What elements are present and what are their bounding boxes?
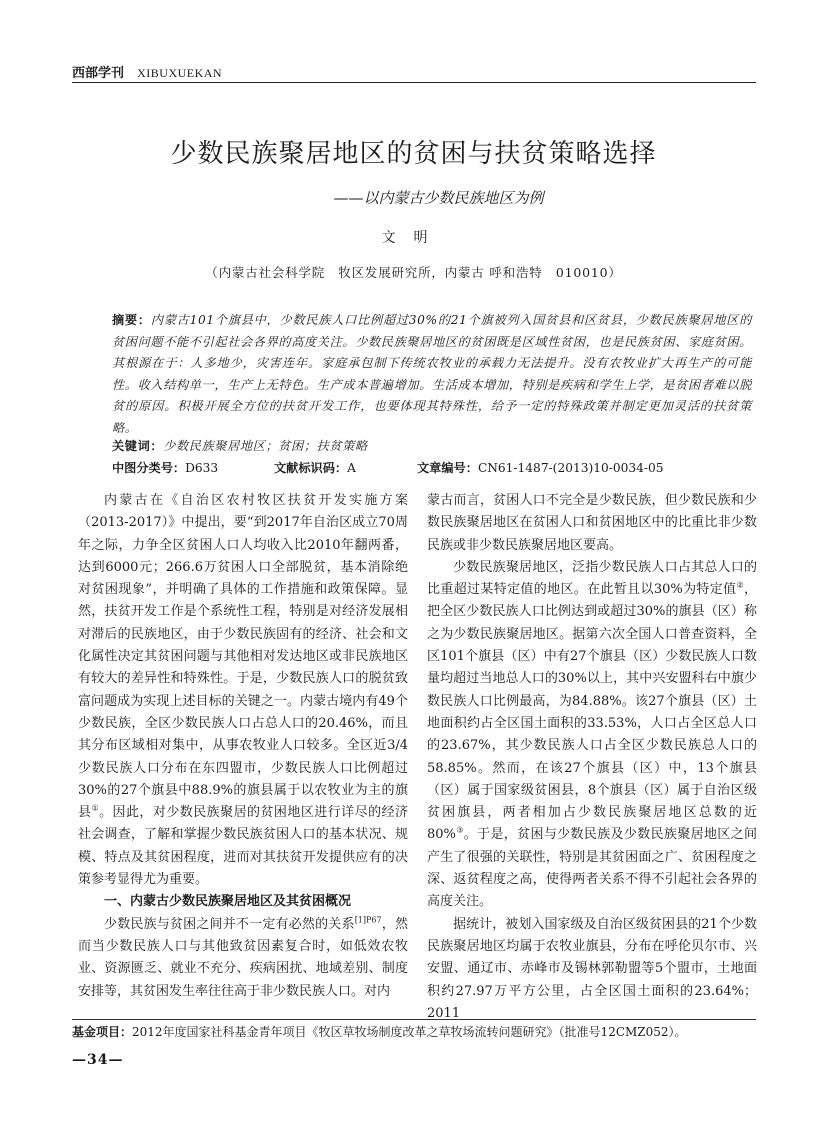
article-number (417, 459, 663, 476)
footnote-ref[interactable]: ③ (455, 826, 464, 836)
body-paragraph: 据统计，被划入国家级及自治区级贫困县的21个少数民族聚居地区均属于农牧业旗县，分布在呼伦贝尔市、兴安盟、通辽市、赤峰市及锡林郭勒盟等5个盟市，土地面积约27.97万平方公里，占全区国土面积的23.64%；2011 (427, 916, 757, 1021)
keywords-label: 关键词： (112, 439, 164, 453)
running-header (72, 62, 756, 84)
doc-value: A (347, 461, 356, 475)
abstract-text: 内蒙古101个旗县中，少数民族人口比例超过30%的21个旗被列入国贫县和区贫县，少数民族聚居地区的贫困问题不能不引起社会各界的高度关注。少数民族聚居地区的贫困既是区域性贫困，也是民族贫困、家庭贫困。其根源在于：人多地少，灾害连年。家庭承包制下传统农牧业的承载力无法提升。没有农牧业扩大再生产的可能性。收入结构单一，生产上无特色。生产成本普遍增加。生活成本增加，特别是疾病和学生上学，是贫困者难以脱贫的原因。积极开展全方位的扶贫开发工作，也要体现其特殊性，给予一定的特殊政策并制定更加灵活的扶贫策略。 (112, 313, 752, 435)
footnote-ref[interactable]: ① (91, 803, 100, 813)
funding-text: 2012年度国家社科基金青年项目《牧区草牧场制度改革之草牧场流转问题研究》（批准号12CMZ052）。 (132, 1025, 687, 1039)
keywords (112, 437, 368, 454)
article-label: 文章编号： (417, 461, 478, 475)
author-affiliation: （内蒙古社会科学院 牧区发展研究所，内蒙古 呼和浩特 010010） (205, 265, 622, 280)
journal-pinyin: XIBUXUEKAN (137, 66, 223, 80)
abstract-label: 摘要： (112, 313, 151, 327)
header-rule (72, 82, 756, 83)
article-value: CN61-1487-(2013)10-0034-05 (477, 461, 664, 475)
body-paragraph: 少数民族聚居地区，泛指少数民族人口占其总人口的比重超过某特定值的地区。在此暂且以30%为特定值②，把全区少数民族人口比例达到或超过30%的旗县（区）称之为少数民族聚居地区。据第六次全国人口普查资料，全区101个旗县（区）中有27个旗县（区）少数民族人口数量均超过当地总人口的30%以上，其中兴安盟科右中旗少数民族人口比例最高，为84.88%。该27个旗县（区）土地面积约占全区国土面积的33.53%，人口占全区总人口的23.67%，其少数民族人口占全区少数民族总人口的58.85%。然而，在该27个旗县（区）中，13个旗县（区）属于国家级贫困县，8个旗县（区）属于自治区级贫困旗县，两者相加占少数民族聚居地区总数的近80%③。于是，贫困与少数民族及少数民族聚居地区之间产生了很强的关联性，特别是其贫困面之广、贫困程度之深、返贫程度之高，使得两者关系不得不引起社会各界的高度关注。 (427, 559, 757, 910)
citation-ref[interactable]: [1]P67 (354, 915, 382, 925)
funding-label: 基金项目： (72, 1025, 133, 1039)
funding-footnote (72, 1023, 687, 1040)
keywords-text: 少数民族聚居地区；贫困；扶贫策略 (163, 439, 368, 453)
body-paragraph: 内蒙古在《自治区农村牧区扶贫开发实施方案（2013-2017）》中提出，要“到2017年自治区成立70周年之际，力争全区贫困人口人均收入比2010年翻两番，达到6000元；266.6万贫困人口全部脱贫，基本消除绝对贫困现象”，并明确了具体的工作措施和政策保障。显然，扶贫开发工作是个系统性工程，特别是对经济发展相对滞后的民族地区，由于少数民族固有的经济、社会和文化属性决定其贫困问题与其他相对发达地区或非民族地区有较大的差异性和特殊性。于是，少数民族人口的脱贫致富问题成为实现上述目标的关键之一。内蒙古境内有49个少数民族，全区少数民族人口占总人口的20.46%，而且其分布区域相对集中，从事农牧业人口较多。全区近3/4少数民族人口分布在东四盟市，少数民族人口比例超过30%的27个旗县中88.9%的旗县属于以农牧业为主的旗县①。因此，对少数民族聚居的贫困地区进行详尽的经济社会调查，了解和掌握少数民族贫困人口的基本状况、规模、特点及其贫困程度，进而对其扶贫开发提供应有的决策参考显得尤为重要。 (78, 493, 408, 888)
journal-name: 西部学刊 (72, 66, 125, 81)
doc-code (274, 459, 356, 476)
section-heading: 一、内蒙古少数民族聚居地区及其贫困概况 (104, 894, 352, 910)
body-column-right (427, 490, 757, 1025)
clc-number (112, 459, 218, 476)
clc-label: 中图分类号： (112, 461, 186, 475)
page-number: —34— (72, 1052, 124, 1068)
article-title: 少数民族聚居地区的贫困与扶贫策略选择 (170, 139, 657, 169)
body-paragraph: 蒙古而言，贫困人口不完全是少数民族，但少数民族和少数民族聚居地区在贫困人口和贫困地区中的比重比非少数民族或非少数民族聚居地区要高。 (427, 493, 757, 553)
doc-label: 文献标识码： (274, 461, 348, 475)
body-column-left (78, 490, 408, 1003)
footnote-rule (72, 1019, 756, 1020)
article-subtitle: ——以内蒙古少数民族地区为例 (333, 189, 544, 207)
author-name: 文明 (381, 230, 446, 246)
body-paragraph: 少数民族与贫困之间并不一定有必然的关系$^{[1]P67}$，然而当少数民族人口与其他致贫因素复合时，如低效农牧业、资源匮乏、就业不充分、疾病困扰、地域差别、制度安排等，其贫困发生率往往高于非少数民族人口。对内 (78, 915, 408, 999)
clc-value: D633 (185, 461, 219, 475)
footnote-ref[interactable]: ② (736, 580, 744, 590)
abstract (112, 310, 752, 439)
